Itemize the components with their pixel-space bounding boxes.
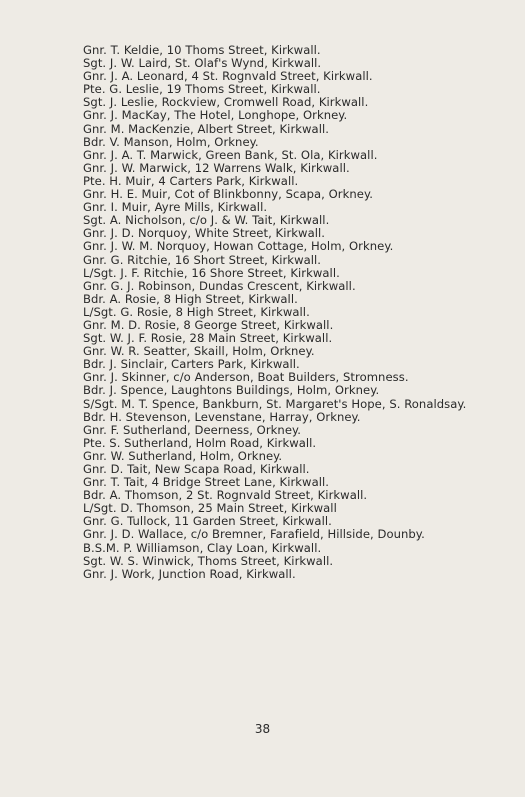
roster-entry: Bdr. J. Spence, Laughtons Buildings, Holm, Orkney. (83, 383, 380, 398)
roster-entry: Gnr. J. W. M. Norquoy, Howan Cottage, Holm, Orkney. (83, 239, 394, 254)
page-number: 38 (254, 722, 271, 736)
roster-entry: Pte. H. Muir, 4 Carters Park, Kirkwall. (83, 173, 299, 188)
roster-entry: S/Sgt. M. T. Spence, Bankburn, St. Margaret's Hope, S. Ronaldsay. (83, 396, 467, 411)
roster-entry: Gnr. J. W. Marwick, 12 Warrens Walk, Kirkwall. (83, 160, 350, 175)
roster-entry: Gnr. J. D. Norquoy, White Street, Kirkwall. (83, 226, 326, 241)
roster-entry: L/Sgt. J. F. Ritchie, 16 Shore Street, Kirkwall. (83, 265, 340, 280)
roster-entry: Sgt. W. S. Winwick, Thoms Street, Kirkwall. (83, 553, 334, 568)
roster-list (83, 44, 466, 581)
roster-entry: Pte. G. Leslie, 19 Thoms Street, Kirkwall. (83, 82, 321, 97)
roster-entry: Gnr. M. MacKenzie, Albert Street, Kirkwall. (83, 121, 329, 136)
roster-entry: Gnr. G. Tullock, 11 Garden Street, Kirkwall. (83, 514, 332, 529)
roster-entry: Bdr. A. Thomson, 2 St. Rognvald Street, Kirkwall. (83, 488, 368, 503)
roster-entry: Bdr. H. Stevenson, Levenstane, Harray, Orkney. (83, 409, 361, 424)
roster-entry: Gnr. W. Sutherland, Holm, Orkney. (83, 448, 283, 463)
roster-entry: Gnr. D. Tait, New Scapa Road, Kirkwall. (83, 462, 310, 476)
roster-entry: Gnr. J. D. Wallace, c/o Bremner, Farafield, Hillside, Dounby. (83, 527, 425, 542)
roster-entry: Gnr. I. Muir, Ayre Mills, Kirkwall. (83, 200, 268, 215)
roster-entry: Gnr. T. Keldie, 10 Thoms Street, Kirkwall. (83, 43, 321, 57)
roster-entry: Pte. S. Sutherland, Holm Road, Kirkwall. (83, 435, 317, 450)
roster-entry: Gnr. J. A. Leonard, 4 St. Rognvald Street, Kirkwall. (83, 69, 373, 84)
roster-entry: Gnr. J. Skinner, c/o Anderson, Boat Builders, Stromness. (83, 370, 409, 385)
roster-entry: Gnr. G. Ritchie, 16 Short Street, Kirkwall. (83, 252, 322, 267)
roster-entry: Sgt. W. J. F. Rosie, 28 Main Street, Kirkwall. (83, 331, 333, 346)
roster-entry: Gnr. T. Tait, 4 Bridge Street Lane, Kirkwall. (83, 475, 330, 490)
roster-entry: Bdr. V. Manson, Holm, Orkney. (83, 134, 259, 149)
roster-entry: Gnr. J. Work, Junction Road, Kirkwall. (83, 566, 296, 581)
roster-entry: Bdr. A. Rosie, 8 High Street, Kirkwall. (83, 291, 298, 306)
roster-entry: Gnr. J. A. T. Marwick, Green Bank, St. Ola, Kirkwall. (83, 147, 378, 162)
roster-entry: B.S.M. P. Williamson, Clay Loan, Kirkwall. (83, 540, 322, 555)
roster-entry: Gnr. M. D. Rosie, 8 George Street, Kirkwall. (83, 317, 334, 332)
roster-entry: Bdr. J. Sinclair, Carters Park, Kirkwall. (83, 357, 300, 372)
roster-entry: L/Sgt. G. Rosie, 8 High Street, Kirkwall. (83, 304, 310, 319)
roster-entry: Sgt. J. W. Laird, St. Olaf's Wynd, Kirkwall. (83, 56, 322, 71)
roster-entry: Gnr. H. E. Muir, Cot of Blinkbonny, Scapa, Orkney. (83, 187, 373, 202)
roster-entry: Gnr. F. Sutherland, Deerness, Orkney. (83, 422, 302, 437)
roster-entry: Gnr. G. J. Robinson, Dundas Crescent, Kirkwall. (83, 278, 356, 293)
roster-entry: Sgt. A. Nicholson, c/o J. & W. Tait, Kirkwall. (83, 213, 330, 228)
roster-entry: L/Sgt. D. Thomson, 25 Main Street, Kirkwall (83, 501, 337, 516)
roster-entry: Gnr. J. MacKay, The Hotel, Longhope, Orkney. (83, 108, 348, 123)
roster-entry: Gnr. W. R. Seatter, Skaill, Holm, Orkney. (83, 344, 315, 359)
roster-entry: Sgt. J. Leslie, Rockview, Cromwell Road, Kirkwall. (83, 95, 369, 110)
